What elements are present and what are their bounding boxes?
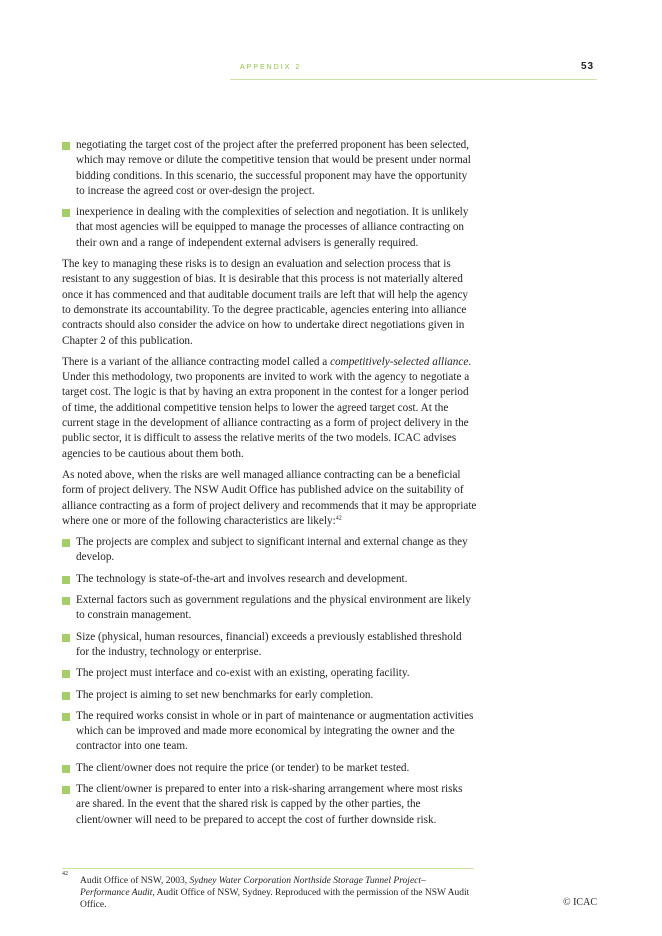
list-item-text: The required works consist in whole or in part of maintenance or augmentation activities which can be improved and made more economical by integrating the owner and the contractor into one team. xyxy=(76,709,474,753)
square-bullet-icon xyxy=(62,576,70,584)
section-label: APPENDIX 2 xyxy=(240,64,302,71)
paragraph: The key to managing these risks is to design an evaluation and selection process that is resistant to any suggestion of bias. It is desirable that this process is not materially altered once it has commenced and that auditable document trails are left that will help the agency to demonstrate its accountability. To the degree practicable, agencies entering into alliance contracts should also consider the advice on how to undertake direct negotiations given in Chapter 2 of this publication. xyxy=(62,258,469,347)
header-divider xyxy=(230,79,597,80)
list-item xyxy=(62,205,477,251)
emphasized-term: competitively-selected alliance xyxy=(330,355,469,368)
square-bullet-icon xyxy=(62,786,70,794)
square-bullet-icon xyxy=(62,713,70,721)
list-item-text: The client/owner is prepared to enter into a risk-sharing arrangement where most risks are shared. In the event that the shared risk is capped by the other parties, the client/owner will need to be prepared to accept the cost of further downside risk. xyxy=(76,782,463,826)
footnote: 42 Audit Office of NSW, 2003, Sydney Water Corporation Northside Storage Tunnel Project– Performance Audit, Audit Office of NSW, Sydney. Reproduced with the permission of the NSW Audit Office. xyxy=(62,871,470,910)
paragraph xyxy=(62,468,477,529)
footnote-reference[interactable]: 42 xyxy=(335,515,342,522)
square-bullet-icon xyxy=(62,692,70,700)
list-item xyxy=(62,666,477,681)
list-item xyxy=(62,630,477,661)
list-item xyxy=(62,761,477,776)
paragraph-text: There is a variant of the alliance contracting model called a xyxy=(62,355,331,368)
main-content xyxy=(62,138,477,834)
list-item-text: The technology is state-of-the-art and involves research and development. xyxy=(76,572,408,585)
list-item xyxy=(62,688,477,703)
list-item-text: The projects are complex and subject to significant internal and external change as they develop. xyxy=(76,536,468,564)
square-bullet-icon xyxy=(62,142,70,150)
list-item-text: The project is aiming to set new benchmarks for early completion. xyxy=(76,688,374,701)
list-item xyxy=(62,782,477,828)
list-item-text: inexperience in dealing with the complexities of selection and negotiation. It is unlikely that most agencies will be equipped to manage the processes of alliance contracting on their own and a range of independent external advisers is generally required. xyxy=(76,206,469,249)
list-item-text: The project must interface and co-exist with an existing, operating facility. xyxy=(76,667,410,680)
square-bullet-icon xyxy=(62,539,70,547)
list-item xyxy=(62,535,477,566)
page-number: 53 xyxy=(581,61,595,72)
list-item-text: Size (physical, human resources, financial) exceeds a previously established threshold for the industry, technology or enterprise. xyxy=(76,630,462,658)
list-item xyxy=(62,709,477,755)
list-item xyxy=(62,593,477,624)
square-bullet-icon xyxy=(62,670,70,678)
list-item xyxy=(62,572,477,587)
copyright-notice: © ICAC xyxy=(563,897,597,908)
list-item-text: External factors such as government regulations and the physical environment are likely to constrain management. xyxy=(76,594,471,622)
footnote-text: , Audit Office of NSW, Sydney. Reproduced with the permission of the NSW Audit Office. xyxy=(80,888,470,910)
footnote-divider xyxy=(62,868,474,869)
list-item-text: negotiating the target cost of the project after the preferred proponent has been selected, which may remove or dilute the competitive tension that would be present under normal bidding conditions. In this scenario, the successful proponent may have the opportunity to increase the agreed cost or over-design the project. xyxy=(76,139,471,197)
square-bullet-icon xyxy=(62,209,70,217)
footnote-title: Sydney Water Corporation Northside Storage Tunnel Project– Performance Audit xyxy=(80,876,426,898)
footnote-text: Audit Office of NSW, 2003, xyxy=(80,876,190,886)
square-bullet-icon xyxy=(62,765,70,773)
list-item-text: The client/owner does not require the price (or tender) to be market tested. xyxy=(76,761,410,774)
paragraph xyxy=(62,355,477,462)
square-bullet-icon xyxy=(62,597,70,605)
square-bullet-icon xyxy=(62,634,70,642)
paragraph-text: . Under this methodology, two proponents are invited to work with the agency to negotiate a target cost. The logic is that by having an extra proponent in the contest for a longer period of time, the additional competitive tension helps to lower the agreed target cost. At the current stage in the development of alliance contracting as a form of project delivery in the public sector, it is difficult to assess the relative merits of the two models. ICAC advises agencies to be cautious about them both. xyxy=(62,355,472,460)
paragraph-text: As noted above, when the risks are well managed alliance contracting can be a beneficial form of project delivery. The NSW Audit Office has published advice on the suitability of alliance contracting as a form of project delivery and recommends that it may be appropriate where one or more of the following characteristics are likely: xyxy=(62,468,477,527)
list-item xyxy=(62,138,477,199)
